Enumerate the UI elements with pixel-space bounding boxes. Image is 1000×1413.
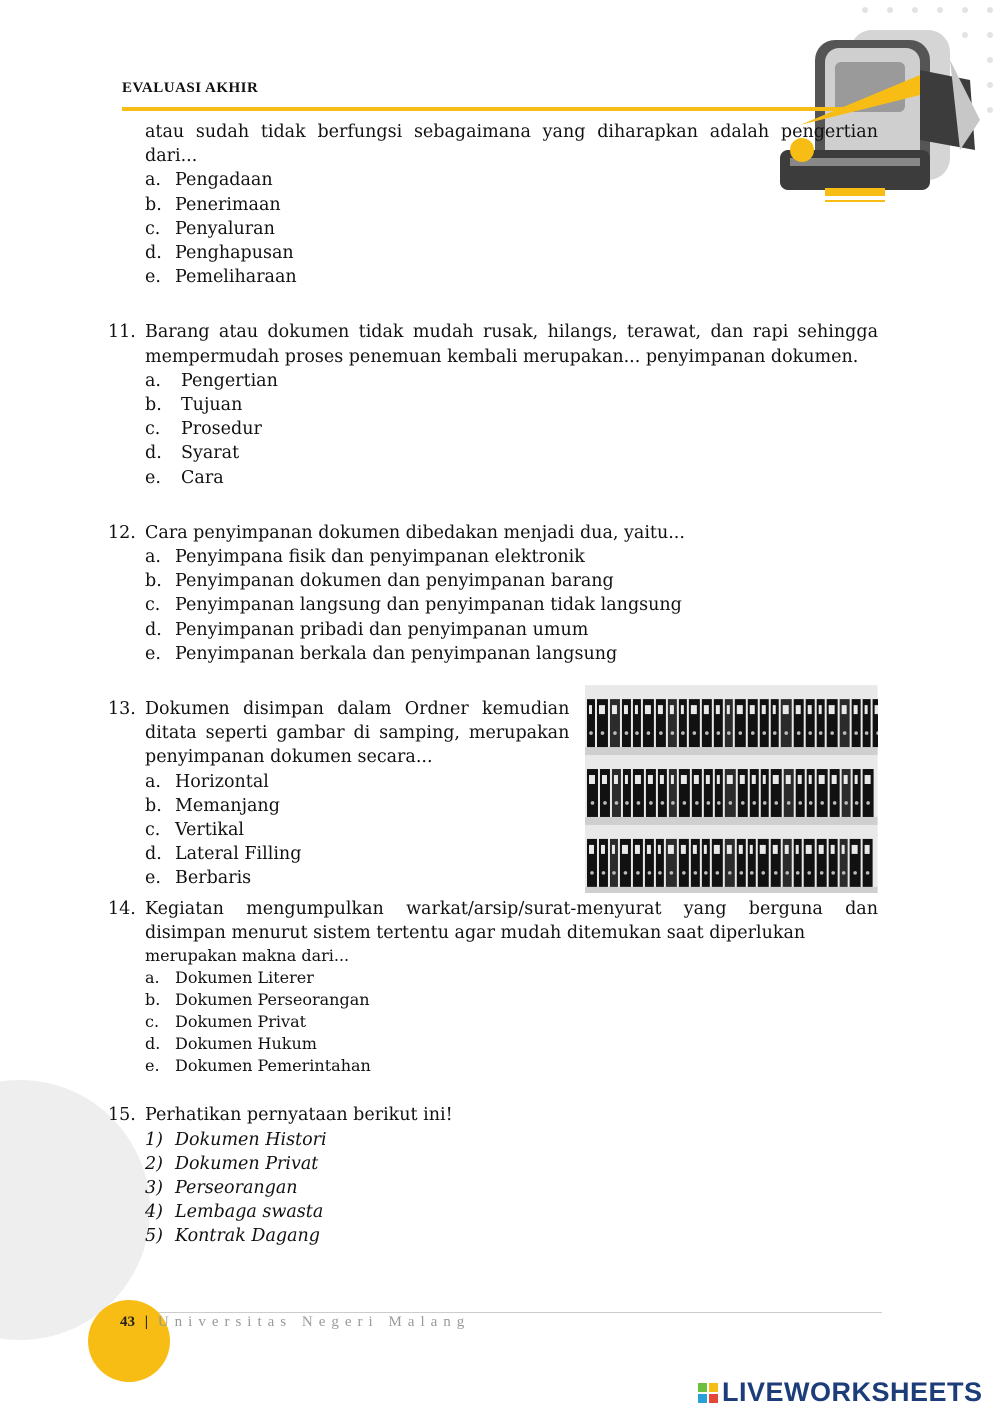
binder: [750, 769, 759, 817]
binder: [771, 769, 782, 817]
shelf-board: [585, 887, 878, 893]
question-15-statements: [145, 1128, 878, 1249]
binder: [691, 839, 700, 887]
option-item[interactable]: a. Penyimpana fisik dan penyimpanan elektronik: [145, 547, 585, 568]
binder: [850, 839, 861, 887]
binder: [760, 699, 769, 747]
option-item[interactable]: c. Penyimpanan langsung dan penyimpanan tidak langsung: [145, 595, 682, 616]
binder: [738, 769, 748, 817]
binder: [781, 699, 792, 747]
option-item[interactable]: b. Dokumen Perseorangan: [145, 990, 370, 1010]
binder: [771, 699, 779, 747]
question-13-options: [145, 770, 569, 891]
binder: [840, 699, 850, 747]
footer-divider: [122, 1312, 882, 1313]
statement-item: 4) Lembaga swasta: [145, 1202, 324, 1223]
statement-item: 3) Perseorangan: [145, 1178, 298, 1199]
question-10-text: atau sudah tidak berfungsi sebagaimana yang diharapkan adalah pengertian dari...: [145, 122, 878, 167]
question-number: 13.: [108, 699, 136, 720]
binder: [620, 839, 631, 887]
binder: [804, 839, 815, 887]
binder: [646, 769, 656, 817]
option-item[interactable]: b. Tujuan: [145, 395, 243, 416]
binder: [610, 839, 618, 887]
binder: [679, 699, 687, 747]
question-11-options: [145, 369, 878, 490]
binder: [748, 839, 756, 887]
binder: [840, 839, 848, 887]
binder: [702, 839, 710, 887]
binder: [737, 839, 746, 887]
question-text: Kegiatan mengumpulkan warkat/arsip/surat-menyurat yang berguna dan disimpan menurut sistem tertentu agar mudah ditemukan saat diperlukan: [145, 899, 878, 944]
binder: [633, 839, 643, 887]
question-number: 14.: [108, 899, 136, 920]
binder: [771, 839, 781, 887]
binder: [714, 699, 723, 747]
option-item[interactable]: d. Syarat: [145, 443, 240, 464]
binder: [587, 769, 598, 817]
binder: [612, 769, 621, 817]
shelf-board: [585, 747, 878, 755]
option-item[interactable]: d. Lateral Filling: [145, 844, 302, 865]
binder: [748, 699, 758, 747]
option-item[interactable]: d. Penghapusan: [145, 243, 294, 264]
binder: [689, 699, 700, 747]
option-item[interactable]: c. Dokumen Privat: [145, 1012, 307, 1032]
binder: [758, 839, 769, 887]
institution-name: Universitas Negeri Malang: [157, 1314, 471, 1330]
binder: [623, 769, 631, 817]
binder: [702, 699, 712, 747]
question-12-options: [145, 545, 878, 666]
option-item[interactable]: a. Pengertian: [145, 370, 278, 391]
binder: [610, 699, 620, 747]
binder: [807, 769, 815, 817]
binder: [633, 769, 644, 817]
question-text: Dokumen disimpan dalam Ordner kemudian ditata seperti gambar di samping, merupakan penyimpanan dokumen secara...: [145, 699, 570, 768]
binder: [796, 769, 805, 817]
statement-item: 5) Kontrak Dagang: [145, 1226, 320, 1247]
binder: [853, 769, 861, 817]
binder: [817, 839, 827, 887]
question-12: [108, 521, 878, 666]
binder: [669, 769, 677, 817]
binder: [633, 699, 641, 747]
option-item[interactable]: e. Berbaris: [145, 868, 252, 889]
option-item[interactable]: b. Memanjang: [145, 795, 280, 816]
binder: [725, 839, 735, 887]
header-title: EVALUASI AKHIR: [122, 80, 259, 96]
binder: [817, 769, 828, 817]
binder: [783, 839, 792, 887]
binder: [863, 699, 871, 747]
statement-item: 1) Dokumen Histori: [145, 1129, 327, 1150]
binder: [643, 699, 654, 747]
page-number: 43: [120, 1314, 135, 1330]
liveworksheets-logo-icon: [698, 1383, 718, 1403]
binder: [725, 699, 733, 747]
question-text: Perhatikan pernyataan berikut ini!: [145, 1105, 453, 1126]
binder: [761, 769, 769, 817]
option-item[interactable]: e. Penyimpanan berkala dan penyimpanan langsung: [145, 643, 618, 664]
binder: [863, 839, 873, 887]
question-13: [108, 697, 878, 893]
option-item[interactable]: e. Dokumen Pemerintahan: [145, 1056, 371, 1076]
footer-separator: |: [144, 1314, 149, 1330]
question-11: [108, 320, 878, 489]
binder: [656, 699, 666, 747]
binder: [587, 839, 597, 887]
binder: [599, 839, 608, 887]
option-item[interactable]: c. Prosedur: [145, 419, 262, 440]
question-14-options: [145, 967, 878, 1077]
binder: [704, 769, 713, 817]
binder: [587, 699, 595, 747]
binder: [600, 769, 610, 817]
question-list: [108, 120, 878, 1249]
binder: [806, 699, 815, 747]
statement-item: 2) Dokumen Privat: [145, 1153, 319, 1174]
question-10-continued: [108, 120, 878, 289]
option-item[interactable]: e. Pemeliharaan: [145, 267, 297, 288]
binder: [829, 839, 838, 887]
binder: [656, 839, 664, 887]
shelf-board: [585, 817, 878, 825]
option-item[interactable]: d. Dokumen Hukum: [145, 1034, 317, 1054]
binder: [668, 699, 677, 747]
question-text: Cara penyimpanan dokumen dibedakan menjadi dua, yaitu...: [145, 522, 685, 543]
option-item[interactable]: d. Penyimpanan pribadi dan penyimpanan umum: [145, 619, 589, 640]
binder-shelf-image: [585, 685, 878, 893]
option-item[interactable]: b. Penerimaan: [145, 194, 281, 215]
binder: [679, 839, 689, 887]
binder: [597, 699, 608, 747]
binder: [830, 769, 840, 817]
option-item[interactable]: a. Dokumen Literer: [145, 968, 314, 988]
decorative-yellow-circle: [88, 1300, 170, 1382]
page-footer: [120, 1314, 470, 1331]
binder: [784, 769, 794, 817]
binder: [794, 699, 804, 747]
binder: [873, 699, 878, 747]
question-number: 12.: [108, 522, 136, 543]
binder: [692, 769, 702, 817]
question-text-continued: merupakan makna dari...: [145, 946, 350, 966]
binder: [679, 769, 690, 817]
binder: [712, 839, 723, 887]
binder: [622, 699, 631, 747]
binder: [827, 699, 838, 747]
liveworksheets-brand: LIVEWORKSHEETS: [722, 1377, 983, 1407]
question-14: [108, 897, 878, 1077]
binder: [852, 699, 861, 747]
binder: [735, 699, 746, 747]
question-number: 11.: [108, 322, 136, 343]
binder: [715, 769, 723, 817]
question-15: [108, 1103, 878, 1248]
binder: [842, 769, 851, 817]
binder: [863, 769, 874, 817]
option-item[interactable]: a. Horizontal: [145, 771, 269, 792]
question-number: 15.: [108, 1105, 136, 1126]
binder: [658, 769, 667, 817]
question-10-options: [145, 168, 878, 289]
option-item[interactable]: e. Cara: [145, 467, 224, 488]
binder: [645, 839, 654, 887]
binder: [817, 699, 825, 747]
binder: [666, 839, 677, 887]
option-item[interactable]: a. Pengadaan: [145, 170, 273, 191]
option-item[interactable]: b. Penyimpanan dokumen dan penyimpanan barang: [145, 571, 614, 592]
binder: [794, 839, 802, 887]
option-item[interactable]: c. Penyaluran: [145, 218, 275, 239]
binder: [725, 769, 736, 817]
question-text: Barang atau dokumen tidak mudah rusak, hilangs, terawat, dan rapi sehingga mempermudah proses penemuan kembali merupakan... penyimpanan dokumen.: [145, 322, 878, 367]
option-item[interactable]: c. Vertikal: [145, 820, 245, 841]
liveworksheets-watermark: [698, 1377, 983, 1408]
header-divider: [122, 107, 842, 111]
